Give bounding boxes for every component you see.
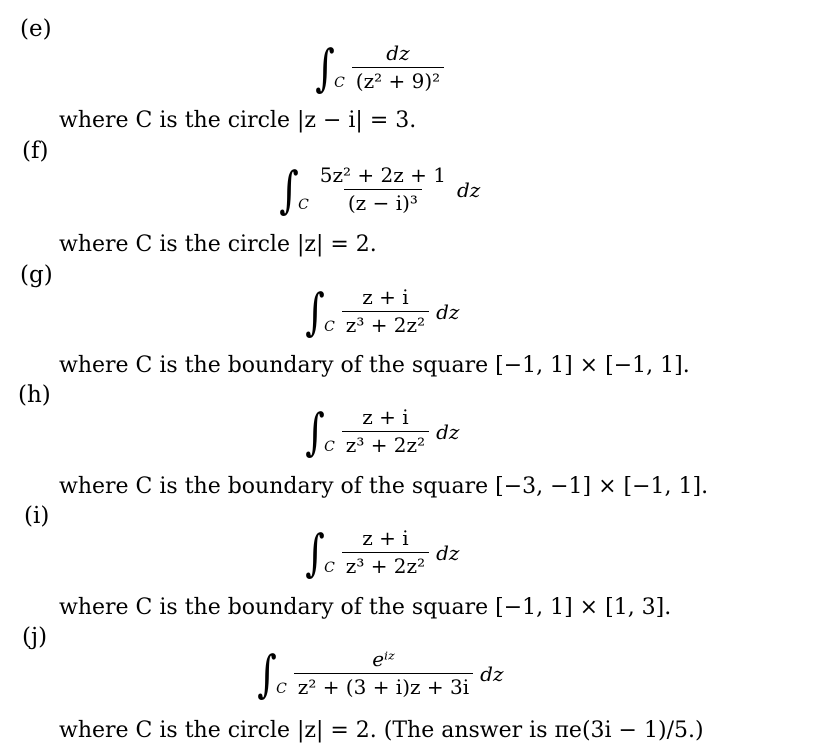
integral-sign: ∫: [305, 282, 325, 341]
integrand-fraction: [342, 286, 429, 337]
integrand-fraction: [342, 527, 429, 578]
fraction-denominator: (z − i)³: [344, 189, 422, 215]
fraction-numerator: z + i: [362, 526, 409, 550]
condition-g: where C is the boundary of the square [−1, 1] × [−1, 1].: [59, 353, 690, 378]
contour-subscript: C: [298, 197, 309, 213]
fraction-numerator: z + i: [362, 405, 409, 429]
fraction-numerator: eⁱᶻ: [372, 647, 395, 671]
fraction-denominator: z³ + 2z²: [342, 552, 429, 578]
part-label-g: (g): [20, 262, 53, 288]
integral-j: [254, 644, 504, 703]
condition-f: where C is the circle |z| = 2.: [59, 232, 377, 257]
contour-subscript: C: [324, 319, 335, 335]
integral-h: [302, 402, 460, 461]
differential-dz: dz: [436, 419, 460, 444]
condition-h: where C is the boundary of the square [−3, −1] × [−1, 1].: [59, 474, 709, 499]
integrand-fraction: [352, 42, 444, 93]
condition-e: where C is the circle |z − i| = 3.: [59, 108, 417, 133]
part-label-f: (f): [22, 138, 49, 164]
part-label-i: (i): [24, 503, 50, 529]
integral-sign: ∫: [305, 402, 325, 461]
integral-g: [302, 282, 460, 341]
contour-subscript: C: [324, 439, 335, 455]
integral-sign: ∫: [257, 644, 277, 703]
fraction-numerator: 5z² + 2z + 1: [319, 163, 446, 187]
part-label-h: (h): [18, 382, 51, 408]
fraction-numerator: z + i: [362, 285, 409, 309]
differential-dz: dz: [436, 299, 460, 324]
fraction-denominator: z² + (3 + i)z + 3i: [294, 673, 473, 699]
integrand-fraction: [316, 164, 450, 215]
condition-i: where C is the boundary of the square [−1, 1] × [1, 3].: [59, 595, 672, 620]
integral-sign: ∫: [315, 38, 335, 97]
integral-sign: ∫: [305, 523, 325, 582]
contour-subscript: C: [276, 681, 287, 697]
part-label-e: (e): [20, 16, 52, 42]
contour-subscript: C: [334, 75, 345, 91]
fraction-numerator: dz: [386, 41, 410, 65]
integral-e: [312, 38, 447, 97]
differential-dz: dz: [436, 540, 460, 565]
integrand-fraction: [342, 406, 429, 457]
differential-dz: dz: [457, 177, 481, 202]
integrand-fraction: [294, 648, 473, 699]
condition-j: where C is the circle |z| = 2. (The answer is πe(3i − 1)/5.): [59, 718, 704, 743]
fraction-denominator: (z² + 9)²: [352, 67, 444, 93]
integral-sign: ∫: [279, 160, 299, 219]
fraction-denominator: z³ + 2z²: [342, 311, 429, 337]
contour-subscript: C: [324, 560, 335, 576]
fraction-denominator: z³ + 2z²: [342, 431, 429, 457]
part-label-j: (j): [22, 624, 48, 650]
differential-dz: dz: [480, 661, 504, 686]
integral-f: [276, 160, 481, 219]
integral-i: [302, 523, 460, 582]
